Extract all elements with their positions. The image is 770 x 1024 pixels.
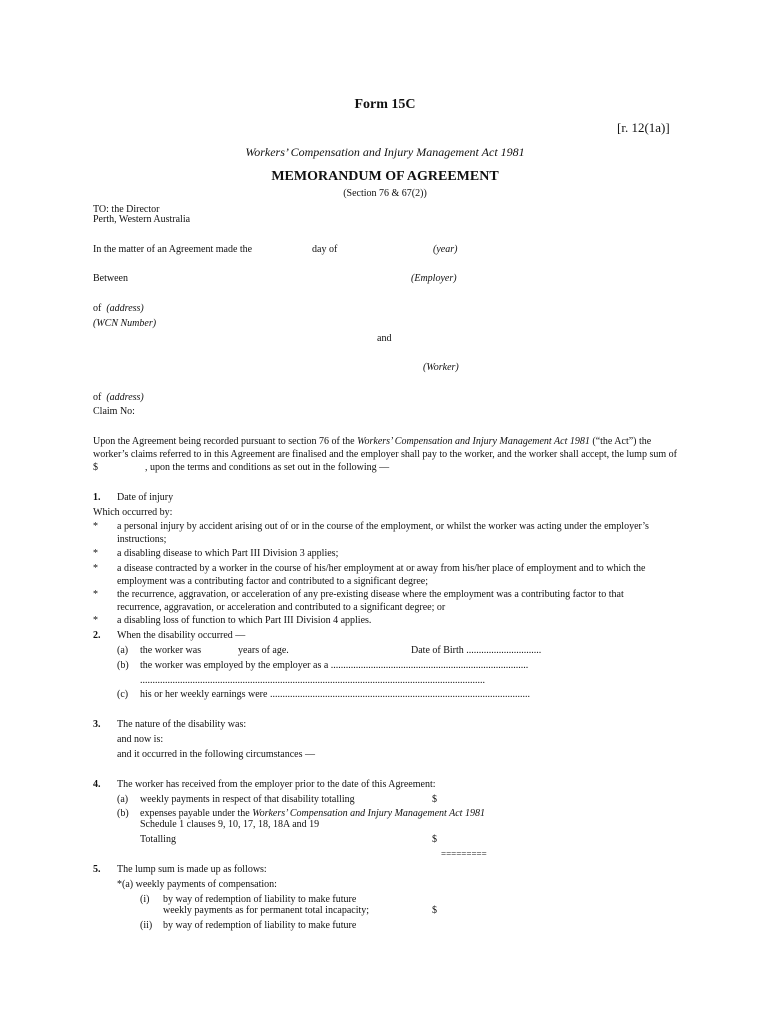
item-4b-schedule: Schedule 1 clauses 9, 10, 17, 18, 18A and 19 — [140, 819, 320, 830]
item-5a-ii-line-1: by way of redemption of liability to make future — [163, 920, 357, 931]
act-title: Workers’ Compensation and Injury Management Act 1981 — [245, 145, 525, 159]
date-of-birth: Date of Birth .............................. — [411, 645, 542, 656]
worker-address-label — [93, 392, 144, 403]
item-2c-text: his or her weekly earnings were ........................................................................................................ — [140, 689, 530, 700]
between-label: Between — [93, 273, 128, 284]
bullet: * — [93, 548, 98, 559]
totalling-label: Totalling — [140, 834, 176, 845]
addressee-line-2: Perth, Western Australia — [93, 214, 191, 225]
item-4b-label: (b) — [117, 808, 129, 819]
section-3-title: The nature of the disability was: — [117, 719, 247, 730]
item-2a-years: years of age. — [238, 645, 289, 656]
day-of-label: day of — [312, 244, 338, 255]
item-4b-act-title: Workers’ Compensation and Injury Management Act 1981 — [252, 808, 485, 819]
injury-item-1: a personal injury by accident arising out of or in the course of the employment, or whilst the worker was acting under the employer’s instructions; — [117, 521, 649, 545]
section-1-occurred: Which occurred by: — [93, 507, 173, 518]
item-2a-text: the worker was — [140, 645, 202, 656]
intro-text-1: Upon the Agreement being recorded pursuant to section 76 of the — [93, 436, 358, 447]
regulation-reference: [r. 12(1a)] — [617, 120, 670, 135]
of-label: of — [93, 392, 102, 403]
addressee-line-1: TO: the Director — [93, 204, 160, 215]
injury-item-2: a disabling disease to which Part III Division 3 applies; — [117, 548, 339, 559]
address-label: (address) — [106, 392, 144, 403]
dollar-sign: $ — [432, 794, 437, 805]
claim-number-label: Claim No: — [93, 406, 135, 417]
dollar-sign: $ — [432, 834, 437, 845]
item-4a-label: (a) — [117, 794, 129, 805]
item-2c-label: (c) — [117, 689, 129, 700]
section-4-title: The worker has received from the employer prior to the date of this Agreement: — [117, 779, 436, 790]
agreement-matter-label: In the matter of an Agreement made the — [93, 244, 253, 255]
bullet: * — [93, 563, 98, 574]
intro-paragraph — [93, 435, 677, 474]
document-title: MEMORANDUM OF AGREEMENT — [271, 169, 499, 184]
injury-item-3: a disease contracted by a worker in the course of his/her employment at or away from his/her place of employment and to which the employment was a contributing factor and contributed to a significant degree; — [117, 563, 646, 587]
bullet: * — [93, 589, 98, 600]
item-2b-text: the worker was employed by the employer as a ............................................................................... — [140, 660, 529, 671]
section-5-title: The lump sum is made up as follows: — [117, 864, 267, 875]
section-4-number: 4. — [93, 779, 101, 790]
item-5a: *(a) weekly payments of compensation: — [117, 879, 277, 890]
and-label: and — [377, 333, 392, 344]
section-3-now: and now is: — [117, 734, 164, 745]
item-4b-text-1: expenses payable under the — [140, 808, 253, 819]
year-label: (year) — [433, 244, 458, 255]
section-2-title: When the disability occurred — — [117, 630, 246, 641]
intro-text-2: (“the Act”) the worker’s claims referred to in this Agreement are finalised and the employer shall pay to the worker, and the worker shall accept, the lump sum of $ — [93, 436, 677, 473]
item-4b-text — [140, 808, 485, 819]
of-label: of — [93, 303, 102, 314]
section-5-number: 5. — [93, 864, 101, 875]
section-3-circumstances: and it occurred in the following circumstances — — [117, 749, 315, 760]
section-3-number: 3. — [93, 719, 101, 730]
employer-label: (Employer) — [411, 273, 457, 284]
total-double-rule: ========= — [441, 849, 487, 859]
intro-text-3: , upon the terms and conditions as set out in the following — — [145, 462, 390, 473]
dollar-sign: $ — [432, 905, 437, 916]
item-2b-label: (b) — [117, 660, 129, 671]
employer-address-label — [93, 303, 144, 314]
intro-act-title: Workers’ Compensation and Injury Management Act 1981 — [357, 436, 590, 447]
section-2-number: 2. — [93, 630, 101, 641]
bullet: * — [93, 615, 98, 626]
item-2a-label: (a) — [117, 645, 129, 656]
item-5a-i-label: (i) — [140, 894, 150, 905]
item-2b-dots: .......................................................................................................................................... — [140, 675, 485, 686]
injury-item-4: the recurrence, aggravation, or acceleration of any pre-existing disease where the employment was a contributing factor to that recurrence, aggravation, or acceleration and contributed to a significant degree; or — [117, 589, 624, 613]
item-4a-text: weekly payments in respect of that disability totalling — [140, 794, 355, 805]
worker-label: (Worker) — [423, 362, 459, 373]
form-number: Form 15C — [354, 97, 416, 112]
address-label: (address) — [106, 303, 144, 314]
section-1-number: 1. — [93, 492, 101, 503]
item-5a-i-line-2: weekly payments as for permanent total incapacity; — [163, 905, 370, 916]
item-5a-ii-label: (ii) — [140, 920, 153, 931]
section-reference: (Section 76 & 67(2)) — [343, 188, 427, 199]
section-1-title: Date of injury — [117, 492, 174, 503]
bullet: * — [93, 521, 98, 532]
item-5a-i-line-1: by way of redemption of liability to make future — [163, 894, 357, 905]
wcn-number-label: (WCN Number) — [93, 318, 157, 329]
injury-item-5: a disabling loss of function to which Part III Division 4 applies. — [117, 615, 372, 626]
